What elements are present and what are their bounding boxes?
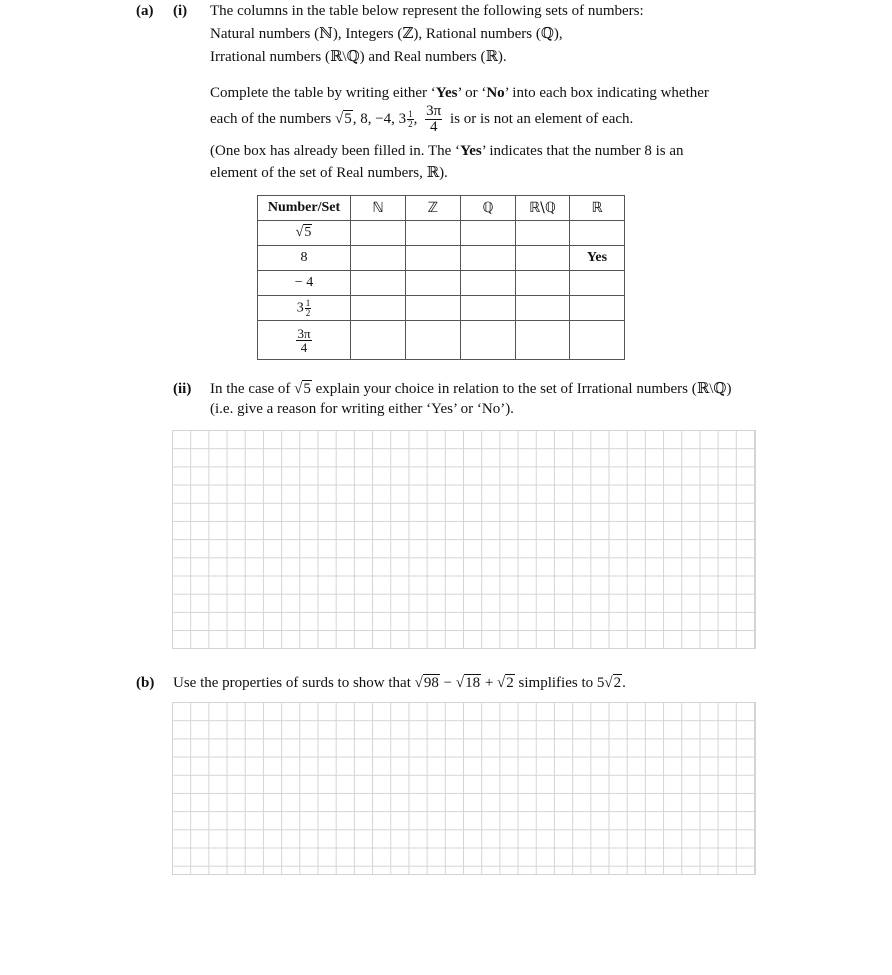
- part-b-mid: simplifies to 5: [514, 675, 605, 691]
- answer-grid-a-ii[interactable]: [172, 430, 756, 649]
- surd-18: 18: [465, 675, 481, 691]
- answer-cell[interactable]: [351, 296, 406, 321]
- numbers-suffix: is or is not an element of each.: [449, 111, 634, 127]
- answer-cell[interactable]: [516, 221, 570, 246]
- table-row-minus4: [258, 271, 625, 296]
- three-pi-over-four: $\frac{3\pi}{4}$: [426, 103, 442, 135]
- intro-line-1: The columns in the table below represent the following sets of numbers:: [210, 3, 644, 19]
- table-row-8: [258, 246, 625, 271]
- part-a-ii-suffix: explain your choice in relation to the set of Irrational numbers (ℝ\ℚ): [315, 381, 732, 397]
- row-number-sqrt5: √5: [258, 221, 351, 246]
- answer-cell[interactable]: [516, 321, 570, 360]
- answer-cell[interactable]: [351, 246, 406, 271]
- row-number-8: 8: [258, 246, 351, 271]
- header-irrationals: ℝ\ℚ: [516, 196, 570, 221]
- numbers-prefix: each of the numbers: [210, 111, 332, 127]
- intro-line-2: Natural numbers (ℕ), Integers (ℤ), Rational numbers (ℚ),: [210, 26, 563, 42]
- table-row-three-half: [258, 296, 625, 321]
- note-line-2: element of the set of Real numbers, ℝ).: [210, 165, 448, 181]
- yes-word: Yes: [435, 85, 458, 101]
- prefilled-yes-cell: Yes: [570, 246, 625, 271]
- answer-cell[interactable]: [461, 221, 516, 246]
- answer-cell[interactable]: [406, 271, 461, 296]
- answer-cell[interactable]: [516, 271, 570, 296]
- answer-cell[interactable]: [570, 271, 625, 296]
- header-number-set: Number/Set: [258, 196, 351, 221]
- row-number-minus4: − 4: [258, 271, 351, 296]
- numbers-sep1: , 8, −4, 3: [352, 111, 407, 127]
- part-a-ii-label: (ii): [173, 381, 192, 397]
- part-a-ii-line-2: (i.e. give a reason for writing either ‘Yes’ or ‘No’).: [210, 401, 514, 417]
- instruction-suffix: ’ into each box indicating whether: [504, 85, 709, 101]
- instruction-line: [210, 84, 709, 102]
- part-a-label: (a): [136, 3, 154, 19]
- instruction-mid: ’ or ‘: [457, 85, 487, 101]
- answer-cell[interactable]: [461, 321, 516, 360]
- sets-table: [257, 195, 625, 360]
- numbers-sep2: ,: [413, 111, 418, 127]
- answer-cell[interactable]: [570, 321, 625, 360]
- surd-2: 2: [506, 675, 514, 691]
- answer-cell[interactable]: [570, 296, 625, 321]
- part-a-ii-line-1: In the case of √5 explain your choice in relation to the set of Irrational numbers (ℝ\ℚ): [210, 381, 732, 397]
- no-word: No: [486, 85, 505, 101]
- surd-2-result: 2: [613, 675, 622, 691]
- answer-cell[interactable]: [461, 296, 516, 321]
- part-b-text: Use the properties of surds to show that √98 − √18 + √2 simplifies to 5√2.: [173, 675, 626, 691]
- surd-98: 98: [423, 675, 439, 691]
- answer-cell[interactable]: [351, 321, 406, 360]
- table-row-three-pi-quarter: [258, 321, 625, 360]
- part-a-i-label: (i): [173, 3, 188, 19]
- answer-cell[interactable]: [406, 296, 461, 321]
- note-line-1: [210, 142, 683, 160]
- note-suffix: ’ indicates that the number 8 is an: [481, 143, 684, 159]
- answer-cell[interactable]: [406, 321, 461, 360]
- header-integers: ℤ: [406, 196, 461, 221]
- instruction-prefix: Complete the table by writing either ‘: [210, 85, 436, 101]
- part-a-ii-surd: 5: [303, 381, 311, 397]
- note-prefix: (One box has already been filled in. The ‘: [210, 143, 461, 159]
- answer-grid-b[interactable]: [172, 702, 756, 875]
- answer-cell[interactable]: [461, 246, 516, 271]
- sqrt5-value: 5: [344, 111, 352, 127]
- answer-cell[interactable]: [516, 296, 570, 321]
- header-naturals: ℕ: [351, 196, 406, 221]
- part-b-prefix: Use the properties of surds to show that: [173, 675, 411, 691]
- answer-cell[interactable]: [570, 221, 625, 246]
- intro-line-3: Irrational numbers (ℝ\ℚ) and Real numbers (ℝ).: [210, 49, 507, 65]
- half-fraction: $\frac{1}{2}$: [408, 109, 413, 129]
- note-yes: Yes: [460, 143, 482, 159]
- answer-cell[interactable]: [351, 221, 406, 246]
- row-number-three-pi-quarter: $\frac{3\pi}{4}$: [258, 321, 351, 360]
- header-reals: ℝ: [570, 196, 625, 221]
- part-a-ii-prefix: In the case of: [210, 381, 291, 397]
- row-number-three-half: 3 $\frac{1}{2}$: [258, 296, 351, 321]
- header-rationals: ℚ: [461, 196, 516, 221]
- answer-cell[interactable]: [516, 246, 570, 271]
- part-b-label: (b): [136, 675, 155, 691]
- answer-cell[interactable]: [461, 271, 516, 296]
- numbers-line: each of the numbers √5, 8, −4, 3 $\frac{1}{2}$ , $\frac{3\pi}{4}$ is or is not an element of each.: [210, 103, 634, 135]
- answer-cell[interactable]: [406, 246, 461, 271]
- answer-cell[interactable]: [406, 221, 461, 246]
- answer-cell[interactable]: [351, 271, 406, 296]
- table-row-sqrt5: [258, 221, 625, 246]
- table-header-row: [258, 196, 625, 221]
